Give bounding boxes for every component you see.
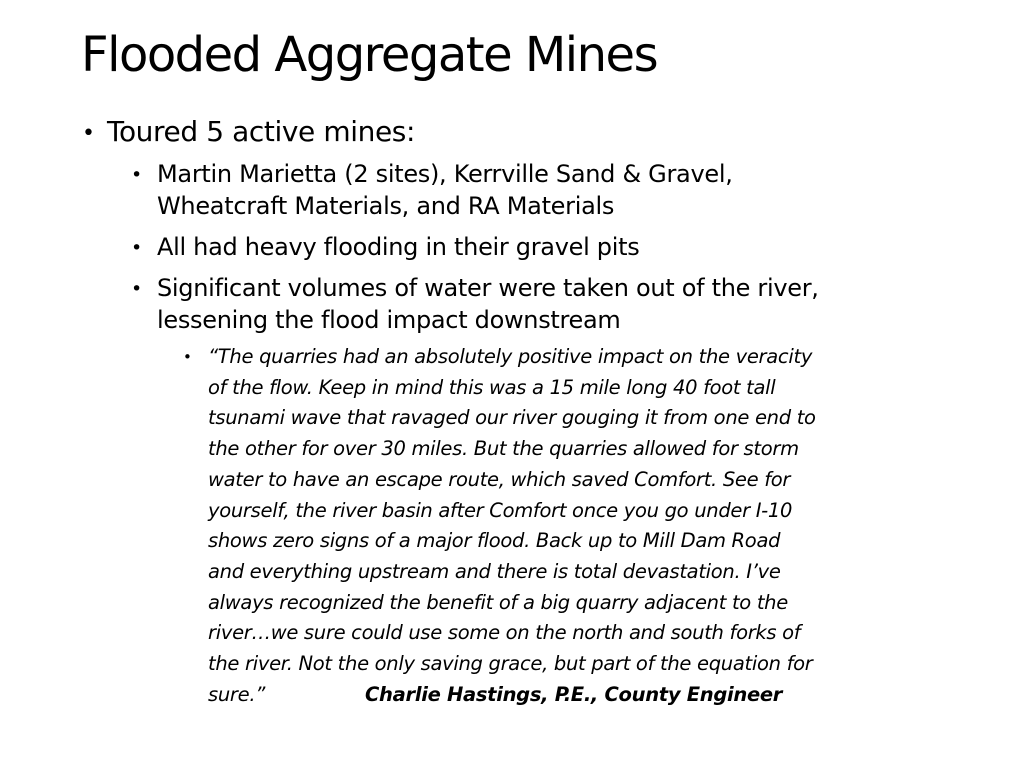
quote-last-line — [208, 680, 948, 711]
quote-line: and everything upstream and there is total devastation. I’ve — [208, 559, 781, 583]
bullet-toured-mines: • Toured 5 active mines: — [81, 112, 961, 152]
quote-list — [81, 342, 961, 710]
sub-bullet-water-volumes — [131, 272, 917, 336]
slide-title: Flooded Aggregate Mines — [81, 27, 658, 83]
quote-line: tsunami wave that ravaged our river gouging it from one end to — [208, 406, 816, 430]
bullet-line: lessening the flood impact downstream — [157, 306, 621, 334]
quote-line: sure.” — [208, 682, 266, 706]
quote-line: the river. Not the only saving grace, but part of the equation for — [208, 652, 813, 676]
quote-line: river…we sure could use some on the north and south forks of — [208, 621, 801, 645]
sub-bullet-heavy-flooding — [131, 231, 917, 263]
slide-body — [81, 112, 961, 710]
quote-attribution: Charlie Hastings, P.E., County Engineer — [365, 682, 783, 706]
quote-line: shows zero signs of a major flood. Back up to Mill Dam Road — [208, 529, 781, 553]
bullet-line: Wheatcraft Materials, and RA Materials — [157, 192, 615, 220]
quote-line: yourself, the river basin after Comfort once you go under I-10 — [208, 498, 793, 522]
sub-bullet-list — [81, 158, 961, 336]
sub-bullet-mine-names — [131, 158, 917, 222]
bullet-line: • All had heavy flooding in their gravel pits — [157, 233, 640, 261]
bullet-line: • Significant volumes of water were taken out of the river, — [157, 274, 819, 302]
quote-line: the other for over 30 miles. But the quarries allowed for storm — [208, 437, 799, 461]
quote-bullet — [183, 342, 948, 710]
bullet-line: • Martin Marietta (2 sites), Kerrville Sand & Gravel, — [157, 160, 733, 188]
quote-line: • “The quarries had an absolutely positive impact on the veracity — [208, 345, 813, 368]
quote-line: water to have an escape route, which saved Comfort. See for — [208, 467, 791, 491]
quote-line: of the flow. Keep in mind this was a 15 mile long 40 foot tall — [208, 375, 776, 399]
quote-line: always recognized the benefit of a big quarry adjacent to the — [208, 590, 788, 614]
